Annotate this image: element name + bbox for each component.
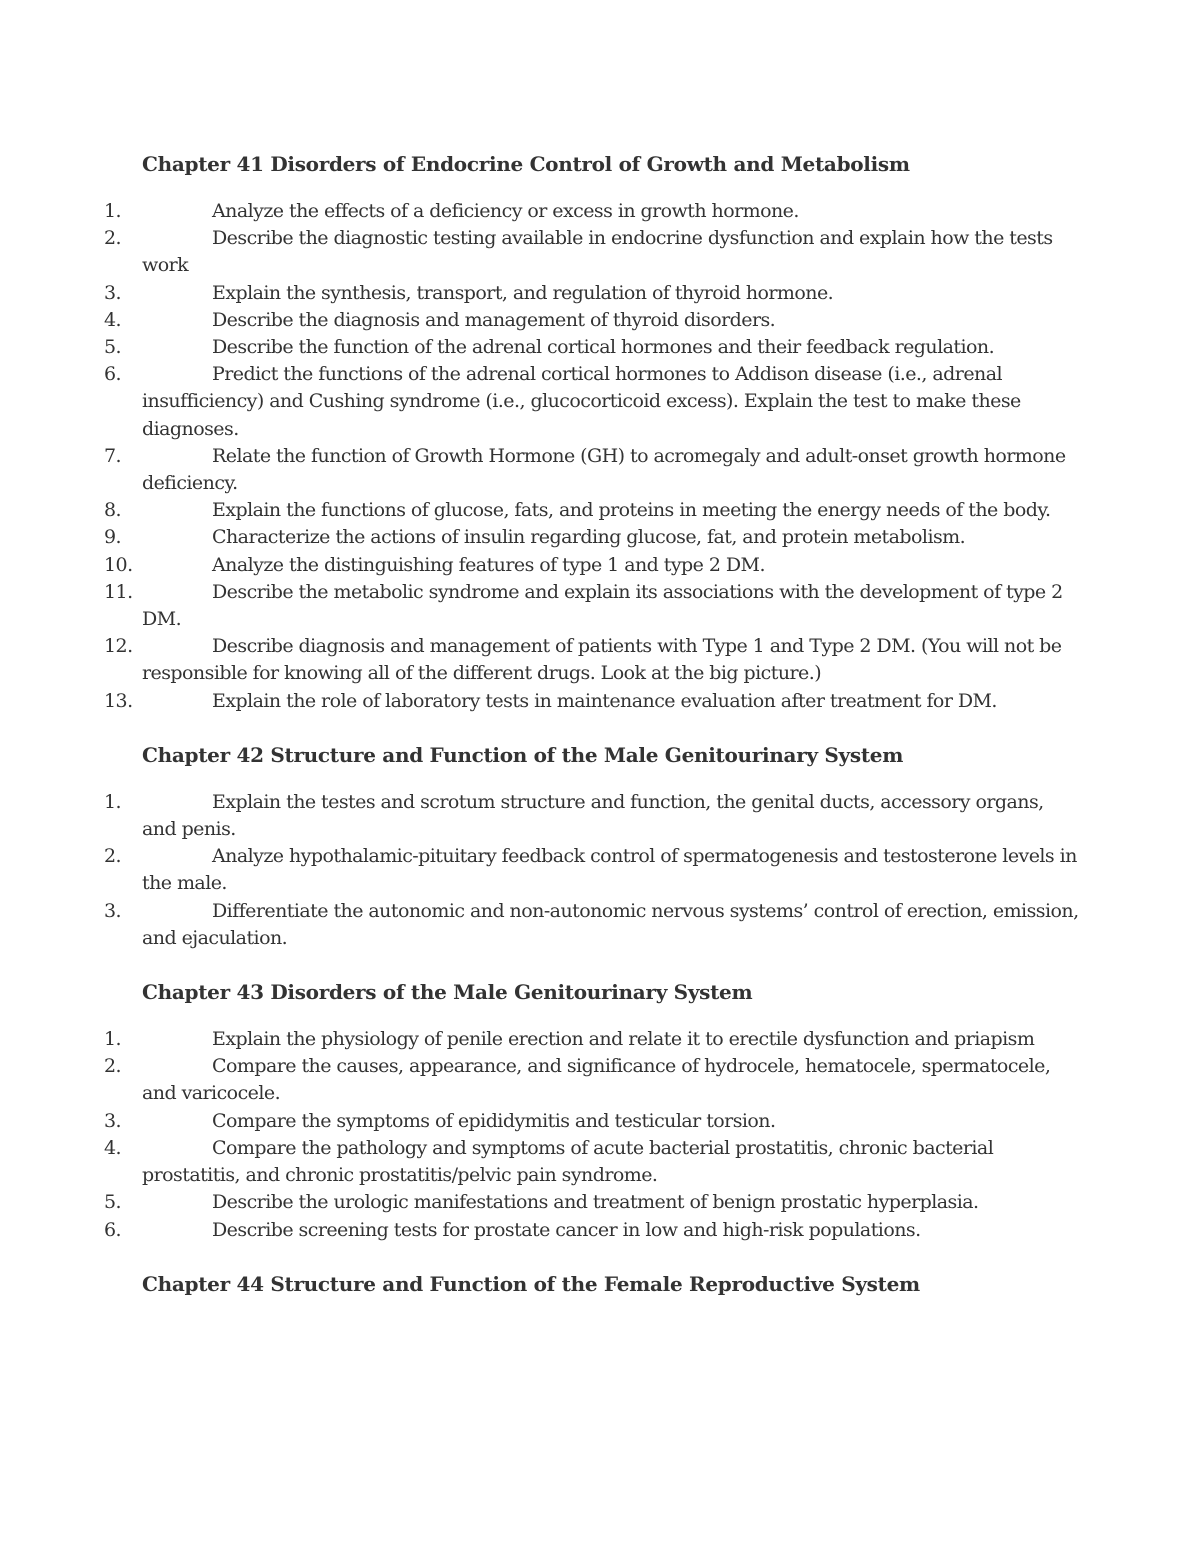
item-text: Explain the role of laboratory tests in maintenance evaluation after treatment for DM. xyxy=(212,689,997,712)
item-number: 3. xyxy=(104,1109,122,1132)
item-text: Predict the functions of the adrenal cortical hormones to Addison disease (i.e., adrenal insufficiency) and Cushing syndrome (i.e., glucocorticoid excess). Explain the test to make these diagnoses. xyxy=(142,363,1021,440)
chapter-title: Chapter 42 Structure and Function of the Male Genitourinary System xyxy=(142,742,904,767)
item-text: Characterize the actions of insulin regarding glucose, fat, and protein metabolism. xyxy=(212,526,966,549)
list-item xyxy=(104,789,1082,843)
item-text: Describe the metabolic syndrome and explain its associations with the development of type 2 DM. xyxy=(142,580,1063,631)
item-number: 5. xyxy=(104,336,122,359)
item-text: Explain the functions of glucose, fats, and proteins in meeting the energy needs of the body. xyxy=(212,499,1051,522)
item-text: Analyze the effects of a deficiency or excess in growth hormone. xyxy=(212,200,799,222)
objectives-list xyxy=(104,198,1082,715)
list-item xyxy=(104,1135,1082,1189)
item-text: Compare the pathology and symptoms of acute bacterial prostatitis, chronic bacterial prostatitis, and chronic prostatitis/pelvic pain syndrome. xyxy=(142,1136,994,1187)
list-item xyxy=(104,1217,1082,1244)
item-number: 13. xyxy=(104,689,133,712)
item-number: 5. xyxy=(104,1191,122,1214)
item-text: Analyze hypothalamic-pituitary feedback control of spermatogenesis and testosterone levels in the male. xyxy=(142,845,1077,895)
item-number: 8. xyxy=(104,499,122,522)
item-text: Explain the synthesis, transport, and regulation of thyroid hormone. xyxy=(212,281,834,304)
item-number: 1. xyxy=(104,790,122,813)
item-number: 9. xyxy=(104,526,122,549)
item-text: Analyze the distinguishing features of type 1 and type 2 DM. xyxy=(212,553,765,576)
item-text: Compare the causes, appearance, and significance of hydrocele, hematocele, spermatocele, and varicocele. xyxy=(142,1055,1051,1105)
item-text: Describe the diagnostic testing available in endocrine dysfunction and explain how the tests work xyxy=(142,227,1053,277)
list-item xyxy=(104,633,1082,687)
list-item xyxy=(104,898,1082,952)
item-number: 4. xyxy=(104,1136,122,1159)
list-item xyxy=(104,688,1082,715)
item-text: Explain the testes and scrotum structure and function, the genital ducts, accessory organs, and penis. xyxy=(142,790,1044,841)
list-item xyxy=(104,524,1082,551)
chapter-title: Chapter 41 Disorders of Endocrine Control of Growth and Metabolism xyxy=(142,152,910,176)
item-text: Explain the physiology of penile erection and relate it to erectile dysfunction and priapism xyxy=(212,1028,1035,1051)
item-number: 12. xyxy=(104,635,133,658)
list-item xyxy=(104,552,1082,579)
objectives-list xyxy=(104,789,1082,952)
list-item xyxy=(104,579,1082,633)
chapter-44-section xyxy=(142,1270,1082,1298)
list-item xyxy=(104,843,1082,897)
item-number: 3. xyxy=(104,899,122,922)
chapter-title: Chapter 43 Disorders of the Male Genitourinary System xyxy=(142,980,753,1005)
item-text: Compare the symptoms of epididymitis and testicular torsion. xyxy=(212,1109,776,1132)
list-item xyxy=(104,1053,1082,1107)
item-text: Differentiate the autonomic and non-autonomic nervous systems’ control of erection, emission, and ejaculation. xyxy=(142,899,1079,949)
document-content xyxy=(104,150,1082,1318)
item-number: 3. xyxy=(104,281,122,304)
chapter-43-section xyxy=(104,978,1082,1244)
list-item xyxy=(104,280,1082,307)
item-number: 10. xyxy=(104,553,133,576)
item-number: 2. xyxy=(104,1055,122,1078)
list-item xyxy=(104,443,1082,497)
item-number: 2. xyxy=(104,845,122,868)
item-text: Describe screening tests for prostate cancer in low and high-risk populations. xyxy=(212,1218,921,1241)
list-item xyxy=(104,361,1082,443)
objectives-list xyxy=(104,1026,1082,1244)
chapter-42-section xyxy=(104,741,1082,952)
list-item xyxy=(104,225,1082,279)
list-item xyxy=(104,198,1082,225)
item-number: 1. xyxy=(104,200,122,222)
item-number: 7. xyxy=(104,444,122,467)
item-number: 4. xyxy=(104,308,122,331)
list-item xyxy=(104,334,1082,361)
item-number: 6. xyxy=(104,1218,122,1241)
item-number: 6. xyxy=(104,363,122,386)
chapter-41-section xyxy=(104,150,1082,715)
chapter-title: Chapter 44 Structure and Function of the Female Reproductive System xyxy=(142,1271,920,1296)
item-number: 2. xyxy=(104,227,122,250)
list-item xyxy=(104,1026,1082,1053)
item-text: Describe the function of the adrenal cortical hormones and their feedback regulation. xyxy=(212,336,995,359)
item-number: 1. xyxy=(104,1028,122,1051)
item-text: Describe the diagnosis and management of thyroid disorders. xyxy=(212,308,776,331)
item-text: Describe the urologic manifestations and treatment of benign prostatic hyperplasia. xyxy=(212,1191,979,1214)
item-text: Relate the function of Growth Hormone (GH) to acromegaly and adult-onset growth hormone deficiency. xyxy=(142,444,1066,495)
list-item xyxy=(104,307,1082,334)
list-item xyxy=(104,1108,1082,1135)
list-item xyxy=(104,1189,1082,1216)
item-number: 11. xyxy=(104,580,133,603)
item-text: Describe diagnosis and management of patients with Type 1 and Type 2 DM. (You will not be responsible for knowing all of the different drugs. Look at the big picture.) xyxy=(142,635,1062,685)
list-item xyxy=(104,497,1082,524)
